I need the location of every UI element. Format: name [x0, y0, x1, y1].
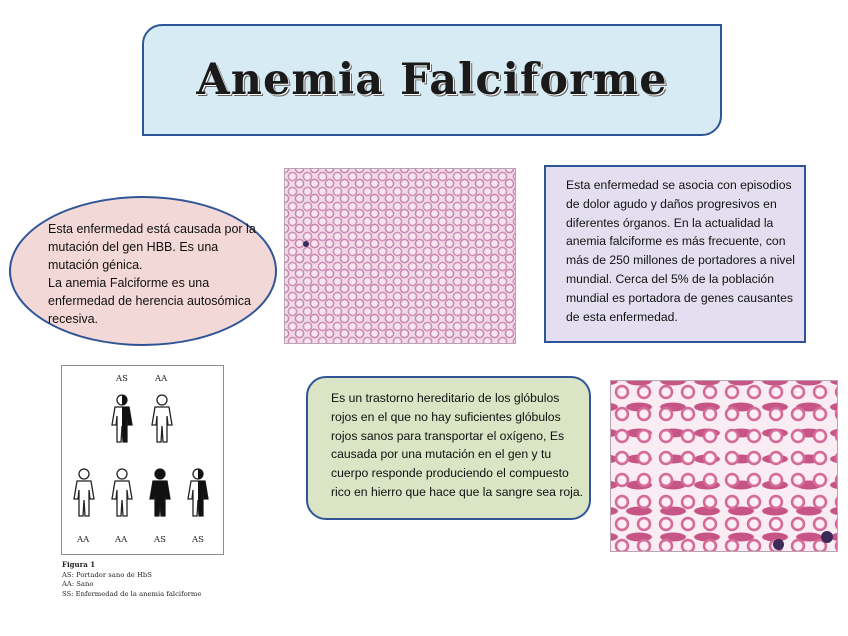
label-bottom-2: AA — [115, 535, 128, 545]
label-bottom-1: AA — [77, 535, 90, 545]
info-text-green: Es un trastorno hereditario de los glóbulos rojos en el que no hay suficientes glóbulos rojos sanos para transportar el oxígeno, Es causada por una mutación en el gen y tu cuerpo responde produciendo el compuesto rico en hierro que hace que la sangre sea roja. — [331, 391, 584, 499]
label-top-2: AA — [155, 374, 168, 384]
label-bottom-3: AS — [154, 535, 166, 545]
person-aa-1 — [74, 469, 94, 516]
person-ss — [150, 469, 170, 516]
caption-line-ss: SS: Enfermedad de la anemia falciforme — [62, 589, 202, 598]
caption-title: Figura 1 — [62, 560, 96, 569]
caption-line-aa: AA: Sano — [62, 580, 94, 588]
blood-cell-nucleus — [303, 241, 309, 247]
page-title: Anemia Falciforme — [196, 55, 668, 105]
caption-line-as: AS: Portador sano de HbS — [62, 570, 152, 579]
person-aa-2 — [112, 469, 132, 516]
pedigree-diagram — [62, 366, 223, 554]
person-as-bottom — [188, 469, 208, 516]
ellipse-paragraph-1: Esta enfermedad está causada por la mutación del gen HBB. Es una mutación génica. — [48, 222, 256, 272]
blood-smear-image-1 — [284, 168, 516, 344]
blood-cell-nucleus — [821, 531, 833, 543]
person-aa-top — [152, 395, 172, 442]
person-as-top — [112, 395, 132, 442]
label-bottom-4: AS — [192, 535, 204, 545]
blood-cell-nucleus — [773, 539, 784, 550]
blood-smear-image-2 — [610, 380, 838, 552]
figure-caption — [62, 560, 262, 599]
label-top-1: AS — [116, 374, 128, 384]
ellipse-text — [48, 220, 268, 328]
info-text-lavender: Esta enfermedad se asocia con episodios de dolor agudo y daños progresivos en diferentes órganos. En la actualidad la anemia falciforme es más frecuente, con más de 250 millones de portadores a nivel mundial. Cerca del 5% de la población mundial es portadora de genes causantes de esta enfermedad. — [566, 178, 795, 324]
ellipse-paragraph-2: La anemia Falciforme es una enfermedad de herencia autosómica recesiva. — [48, 276, 251, 326]
inheritance-figure — [61, 365, 224, 555]
